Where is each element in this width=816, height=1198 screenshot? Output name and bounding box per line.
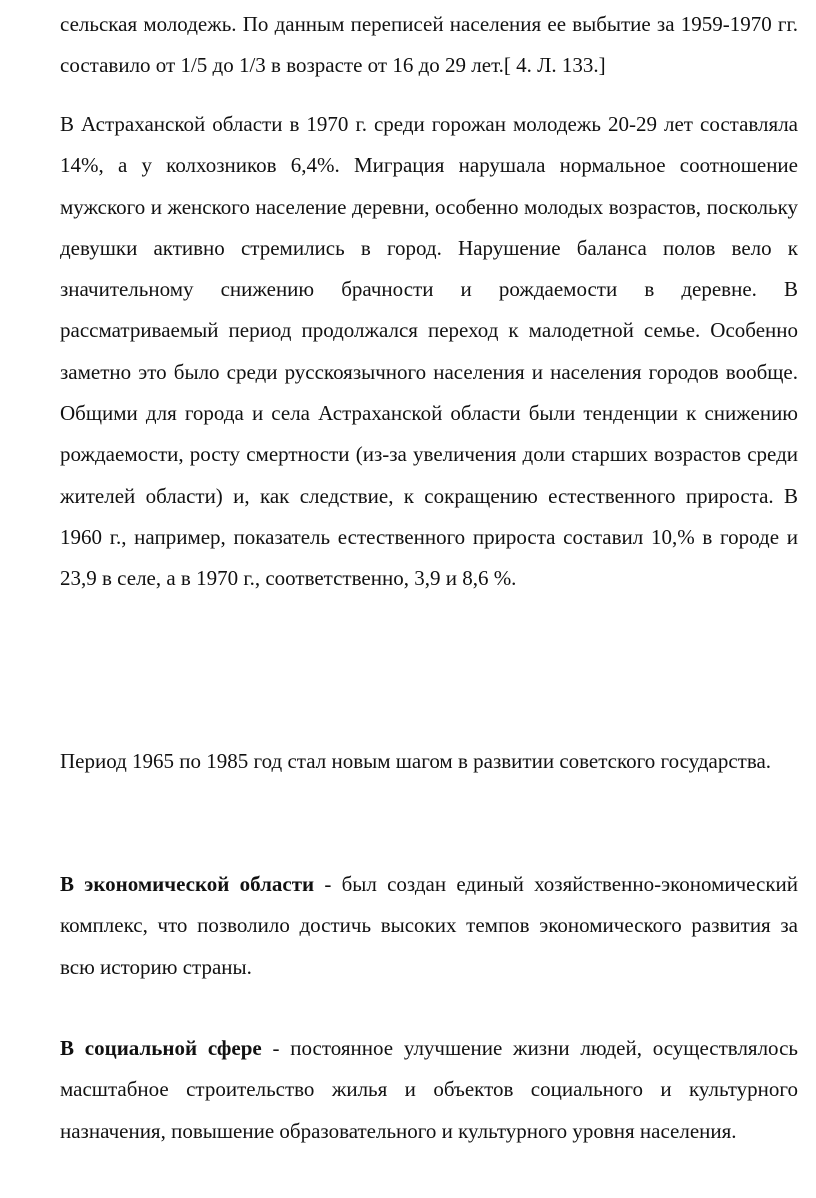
paragraph-text: В Астраханской области в 1970 г. среди горожан молодежь 20-29 лет составляла 14%, а у колхозников 6,4%. Миграция нарушала нормальное соотношение мужского и женского население деревни, особенно молодых возрастов, поскольку девушки активно стремились в город. Нарушение баланса полов вело к значительному снижению брачности и рождаемости в деревне. В рассматриваемый период продолжался переход к малодетной семье. Особенно заметно это было среди русскоязычного населения и населения городов вообще. Общими для города и села Астраханской области были тенденции к снижению рождаемости, росту смертности (из-за увеличения доли старших возрастов среди жителей области) и, как следствие, к сокращению естественного прироста. В 1960 г., например, показатель естественного прироста составил 10,% в городе и 23,9 в селе, а в 1970 г., соответственно, 3,9 и 8,6 %. — [60, 112, 798, 591]
paragraph-text: сельская молодежь. По данным переписей населения ее выбытие за 1959-1970 гг. составило от 1/5 до 1/3 в возрасте от 16 до 29 лет.[ 4. Л. 133.] — [60, 12, 798, 78]
paragraph-period-1965-1985 — [60, 741, 798, 782]
paragraph-lead-bold: В социальной сфере — [60, 1036, 262, 1060]
paragraph-text: Период 1965 по 1985 год стал новым шагом в развитии советского государства. — [60, 749, 772, 773]
paragraph-text: - был создан единый хозяйственно-экономический комплекс, что позволило достичь высоких темпов экономического развития за всю историю страны. — [60, 872, 798, 979]
paragraph-migration-outflow — [60, 4, 798, 87]
paragraph-lead-bold: В экономической области — [60, 872, 315, 896]
paragraph-economic-sphere — [60, 864, 798, 988]
paragraph-social-sphere — [60, 1028, 798, 1152]
paragraph-text: - постоянное улучшение жизни людей, осуществлялось масштабное строительство жилья и объектов социального и культурного назначения, повышение образовательного и культурного уровня населения. — [60, 1036, 798, 1143]
paragraph-astrakhan-demographics — [60, 104, 798, 600]
